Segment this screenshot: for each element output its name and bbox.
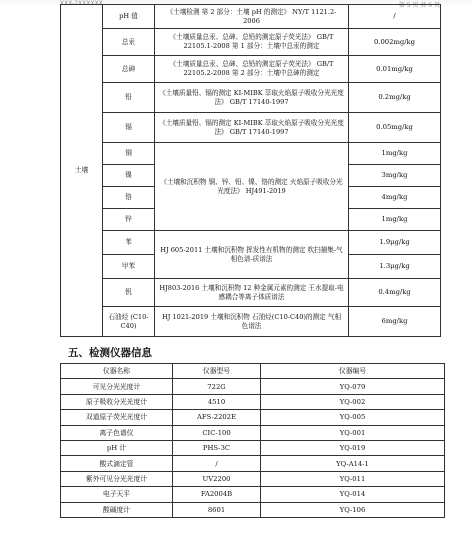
limit-cell: 6mg/kg	[349, 307, 441, 337]
item-cell: 铜	[103, 143, 155, 165]
instrument-table	[60, 363, 445, 518]
method-cell: 《土壤质量铅、镉的测定 KI-MIBK 萃取火焰原子吸收分光光度法》 GB/T 17140-1997	[155, 83, 349, 113]
table-row	[61, 440, 445, 455]
instrument-id: YQ-019	[261, 440, 445, 455]
method-cell: 《土壤检测 第 2 部分：土壤 pH 的测定》 NY/T 1121.2-2006	[155, 5, 349, 29]
limit-cell: 0.4mg/kg	[349, 279, 441, 307]
table-row	[61, 425, 445, 440]
report-number: XXX-2XXXXXX	[60, 0, 103, 7]
instrument-id: YQ-002	[261, 394, 445, 409]
limit-cell: 0.01mg/kg	[349, 56, 441, 83]
instrument-name: pH 计	[61, 440, 173, 455]
table-row	[61, 410, 445, 425]
instrument-model: /	[173, 456, 261, 471]
instrument-id: YQ-005	[261, 410, 445, 425]
method-cell-metals: 《土壤和沉积物 铜、锌、铅、镍、铬的测定 火焰原子吸收分光光度法》 HJ491-2019	[155, 143, 349, 231]
soil-method-table	[60, 4, 441, 337]
instrument-name: 双道原子荧光光度计	[61, 410, 173, 425]
instrument-name: 酸式滴定管	[61, 456, 173, 471]
limit-cell: 4mg/kg	[349, 187, 441, 209]
table-row	[61, 231, 441, 255]
item-cell: 甲苯	[103, 255, 155, 279]
instrument-model: PHS-3C	[173, 440, 261, 455]
limit-cell: 1.9μg/kg	[349, 231, 441, 255]
method-cell: HJ803-2016 土壤和沉积物 12 种金属元素的测定 王水提取-电感耦合等离子体质谱法	[155, 279, 349, 307]
table-row	[61, 456, 445, 471]
item-cell: 镉	[103, 113, 155, 143]
table-row	[61, 307, 441, 337]
table-header-row	[61, 364, 445, 379]
item-cell: pH 值	[103, 5, 155, 29]
method-cell: 《土壤质量总汞、总砷、总铅的测定原子荧光法》 GB/T 22105.2-2008 第 2 部分：土壤中总砷的测定	[155, 56, 349, 83]
instrument-id: YQ-106	[261, 502, 445, 517]
item-cell: 钒	[103, 279, 155, 307]
instrument-model: 722G	[173, 379, 261, 394]
table-row	[61, 56, 441, 83]
limit-cell: 0.2mg/kg	[349, 83, 441, 113]
method-cell: 《土壤质量总汞、总砷、总铅的测定原子荧光法》 GB/T 22105.1-2008 第 1 部分：土壤中总汞的测定	[155, 29, 349, 56]
item-cell: 总汞	[103, 29, 155, 56]
section-title: 五、检测仪器信息	[68, 347, 152, 359]
limit-cell: 3mg/kg	[349, 165, 441, 187]
instrument-model: UV2200	[173, 471, 261, 486]
item-cell: 铬	[103, 187, 155, 209]
item-cell: 锌	[103, 209, 155, 231]
instrument-id: YQ-014	[261, 487, 445, 502]
item-cell: 石油烃 (C10-C40)	[103, 307, 155, 337]
table-row	[61, 279, 441, 307]
instrument-name: 离子色谱仪	[61, 425, 173, 440]
method-cell: HJ 1021-2019 土壤和沉积物 石油烃(C10-C40)的测定 气相色谱法	[155, 307, 349, 337]
instrument-model: CIC-100	[173, 425, 261, 440]
table-row	[61, 502, 445, 517]
method-cell-voc: HJ 605-2011 土壤和沉积物 挥发性有机物的测定 吹扫捕集-气相色谱-质谱法	[155, 231, 349, 279]
item-cell: 总砷	[103, 56, 155, 83]
table-row	[61, 487, 445, 502]
instrument-id: YQ-079	[261, 379, 445, 394]
category-cell: 土壤	[61, 5, 103, 337]
instrument-name: 原子吸收分光光度计	[61, 394, 173, 409]
instrument-model: FA2004B	[173, 487, 261, 502]
limit-cell: 1mg/kg	[349, 143, 441, 165]
limit-cell: 1mg/kg	[349, 209, 441, 231]
item-cell: 铅	[103, 83, 155, 113]
table-row	[61, 29, 441, 56]
instrument-model: 8601	[173, 502, 261, 517]
column-header: 仪器编号	[261, 364, 445, 379]
instrument-name: 可见分光光度计	[61, 379, 173, 394]
column-header: 仪器名称	[61, 364, 173, 379]
table-row	[61, 113, 441, 143]
limit-cell: /	[349, 5, 441, 29]
instrument-id: YQ-011	[261, 471, 445, 486]
column-header: 仪器型号	[173, 364, 261, 379]
page-number: 第 5 页 共 6 页	[398, 2, 440, 9]
limit-cell: 1.3μg/kg	[349, 255, 441, 279]
table-row	[61, 471, 445, 486]
instrument-model: AFS-2202E	[173, 410, 261, 425]
table-row	[61, 83, 441, 113]
method-cell: 《土壤质量铅、镉的测定 KI-MIBK 萃取火焰原子吸收分光光度法》 GB/T 17140-1997	[155, 113, 349, 143]
limit-cell: 0.002mg/kg	[349, 29, 441, 56]
limit-cell: 0.05mg/kg	[349, 113, 441, 143]
instrument-model: 4510	[173, 394, 261, 409]
item-cell: 镍	[103, 165, 155, 187]
instrument-name: 电子天平	[61, 487, 173, 502]
instrument-id: YQ-A14-1	[261, 456, 445, 471]
instrument-id: YQ-001	[261, 425, 445, 440]
table-row	[61, 379, 445, 394]
instrument-name: 酸碱度计	[61, 502, 173, 517]
table-row	[61, 5, 441, 29]
table-row	[61, 394, 445, 409]
instrument-name: 紫外可见分光光度计	[61, 471, 173, 486]
table-row	[61, 143, 441, 165]
item-cell: 苯	[103, 231, 155, 255]
